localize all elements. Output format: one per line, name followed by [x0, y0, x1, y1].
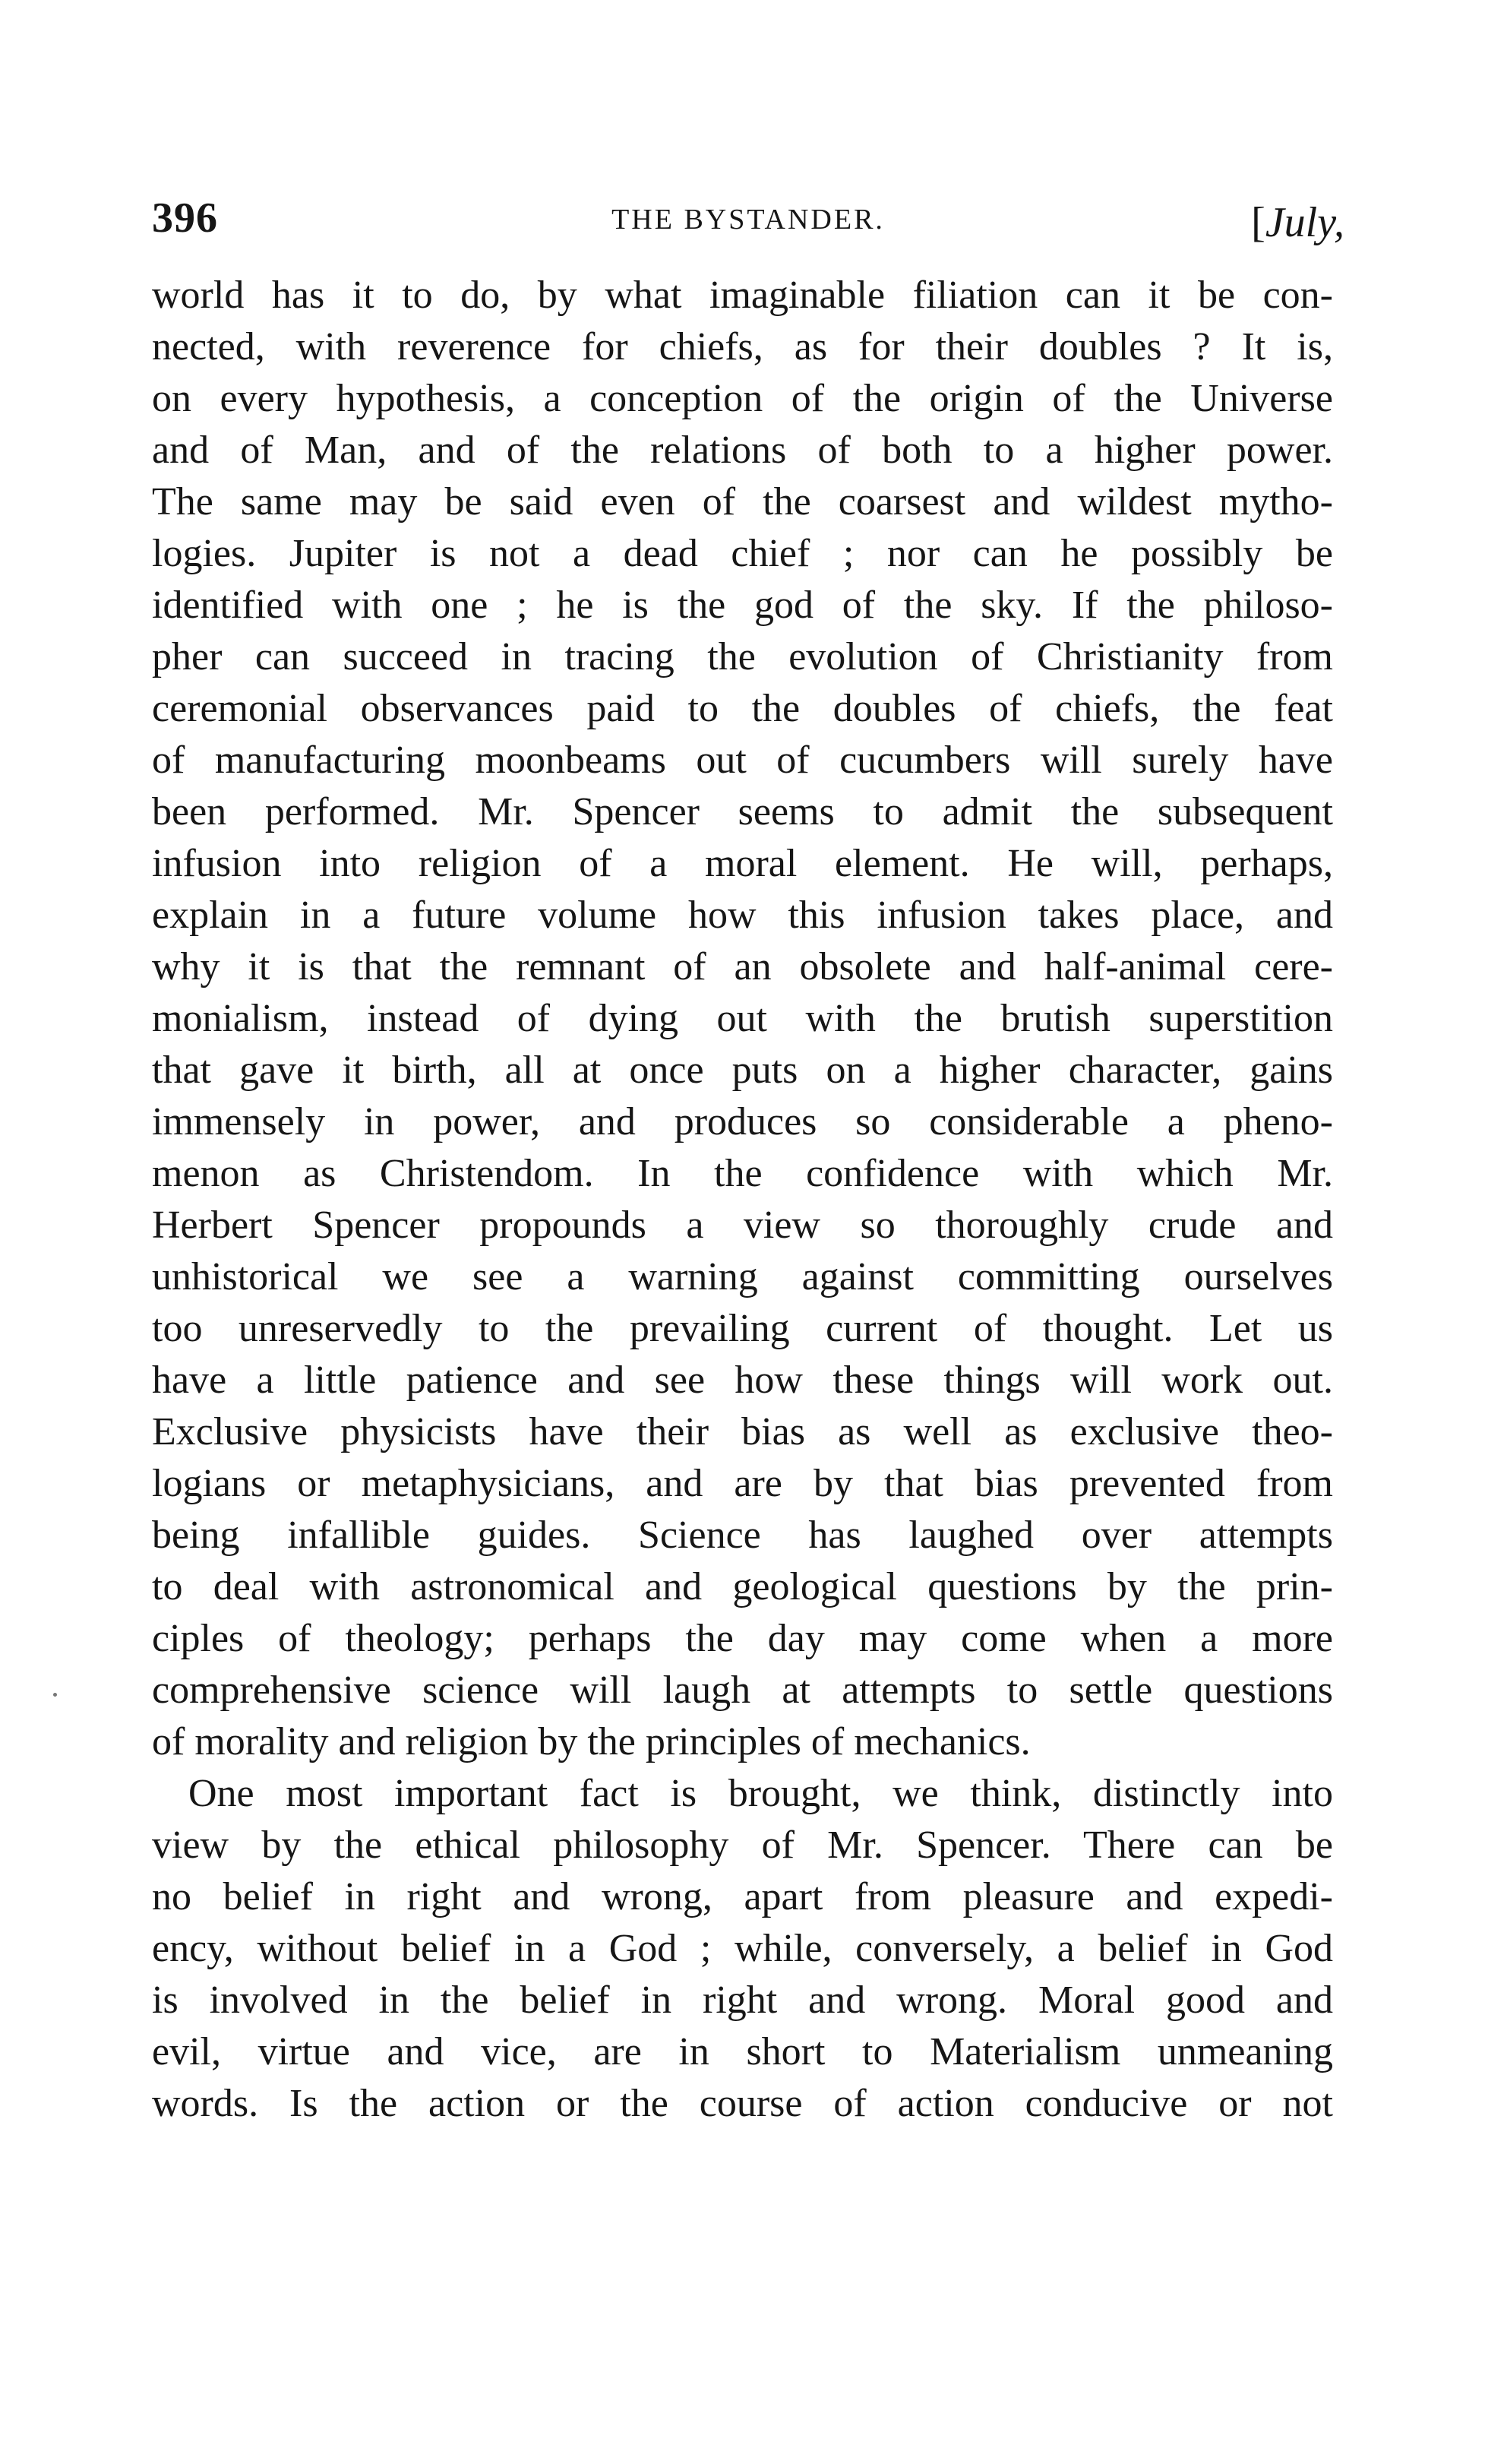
text-line: and of Man, and of the relations of both to a higher power. — [152, 429, 1333, 472]
text-line: unhistorical we see a warning against committing ourselves — [152, 1255, 1333, 1298]
text-line: is involved in the belief in right and wrong. Moral good and — [152, 1978, 1333, 2022]
text-line: been performed. Mr. Spencer seems to admit the subsequent — [152, 790, 1333, 833]
text-line: that gave it birth, all at once puts on a higher character, gains — [152, 1049, 1333, 1092]
text-line: logies. Jupiter is not a dead chief ; nor can he possibly be — [152, 532, 1333, 575]
text-line: infusion into religion of a moral element. He will, perhaps, — [152, 842, 1333, 885]
text-line: view by the ethical philosophy of Mr. Spencer. There can be — [152, 1823, 1333, 1867]
header-date — [1251, 198, 1344, 247]
text-line: why it is that the remnant of an obsolete and half-animal cere- — [152, 945, 1333, 988]
text-line: being infallible guides. Science has laughed over attempts — [152, 1514, 1333, 1557]
text-line: world has it to do, by what imaginable filiation can it be con- — [152, 274, 1333, 317]
text-line: have a little patience and see how these things will work out. — [152, 1359, 1333, 1402]
text-line: Exclusive physicists have their bias as well as exclusive theo- — [152, 1410, 1333, 1453]
text-line: ceremonial observances paid to the doubles of chiefs, the feat — [152, 687, 1333, 730]
text-line: no belief in right and wrong, apart from pleasure and expedi- — [152, 1875, 1333, 1918]
paragraph-end-line: of morality and religion by the principles of mechanics. — [152, 1720, 1031, 1763]
text-line: comprehensive science will laugh at attempts to settle questions — [152, 1668, 1333, 1712]
paragraph-first-line: One most important fact is brought, we think, distinctly into — [188, 1772, 1333, 1815]
text-line: evil, virtue and vice, are in short to Materialism unmeaning — [152, 2030, 1333, 2073]
text-line: explain in a future volume how this infusion takes place, and — [152, 894, 1333, 937]
text-line: ciples of theology; perhaps the day may come when a more — [152, 1617, 1333, 1660]
text-line: The same may be said even of the coarsest and wildest mytho- — [152, 480, 1333, 523]
stray-ink-mark — [53, 1693, 57, 1697]
text-line: on every hypothesis, a conception of the origin of the Universe — [152, 377, 1333, 420]
text-line: words. Is the action or the course of action conducive or not — [152, 2082, 1333, 2125]
text-line: logians or metaphysicians, and are by that bias prevented from — [152, 1462, 1333, 1505]
text-line: immensely in power, and produces so considerable a pheno- — [152, 1100, 1333, 1143]
text-line: to deal with astronomical and geological questions by the prin- — [152, 1565, 1333, 1608]
text-line: Herbert Spencer propounds a view so thoroughly crude and — [152, 1204, 1333, 1247]
text-line: pher can succeed in tracing the evolution of Christianity from — [152, 635, 1333, 678]
date-month: July, — [1265, 199, 1344, 246]
running-title: THE BYSTANDER. — [611, 204, 885, 236]
text-line: menon as Christendom. In the confidence with which Mr. — [152, 1152, 1333, 1195]
text-line: monialism, instead of dying out with the brutish superstition — [152, 997, 1333, 1040]
text-line: of manufacturing moonbeams out of cucumbers will surely have — [152, 739, 1333, 782]
text-line: identified with one ; he is the god of the sky. If the philoso- — [152, 584, 1333, 627]
page-header — [152, 194, 1344, 255]
text-line: nected, with reverence for chiefs, as for their doubles ? It is, — [152, 325, 1333, 368]
body-text — [152, 270, 1333, 2130]
date-bracket: [ — [1251, 199, 1265, 246]
text-line: too unreservedly to the prevailing current of thought. Let us — [152, 1307, 1333, 1350]
text-line: ency, without belief in a God ; while, conversely, a belief in God — [152, 1927, 1333, 1970]
page-number: 396 — [152, 195, 218, 242]
